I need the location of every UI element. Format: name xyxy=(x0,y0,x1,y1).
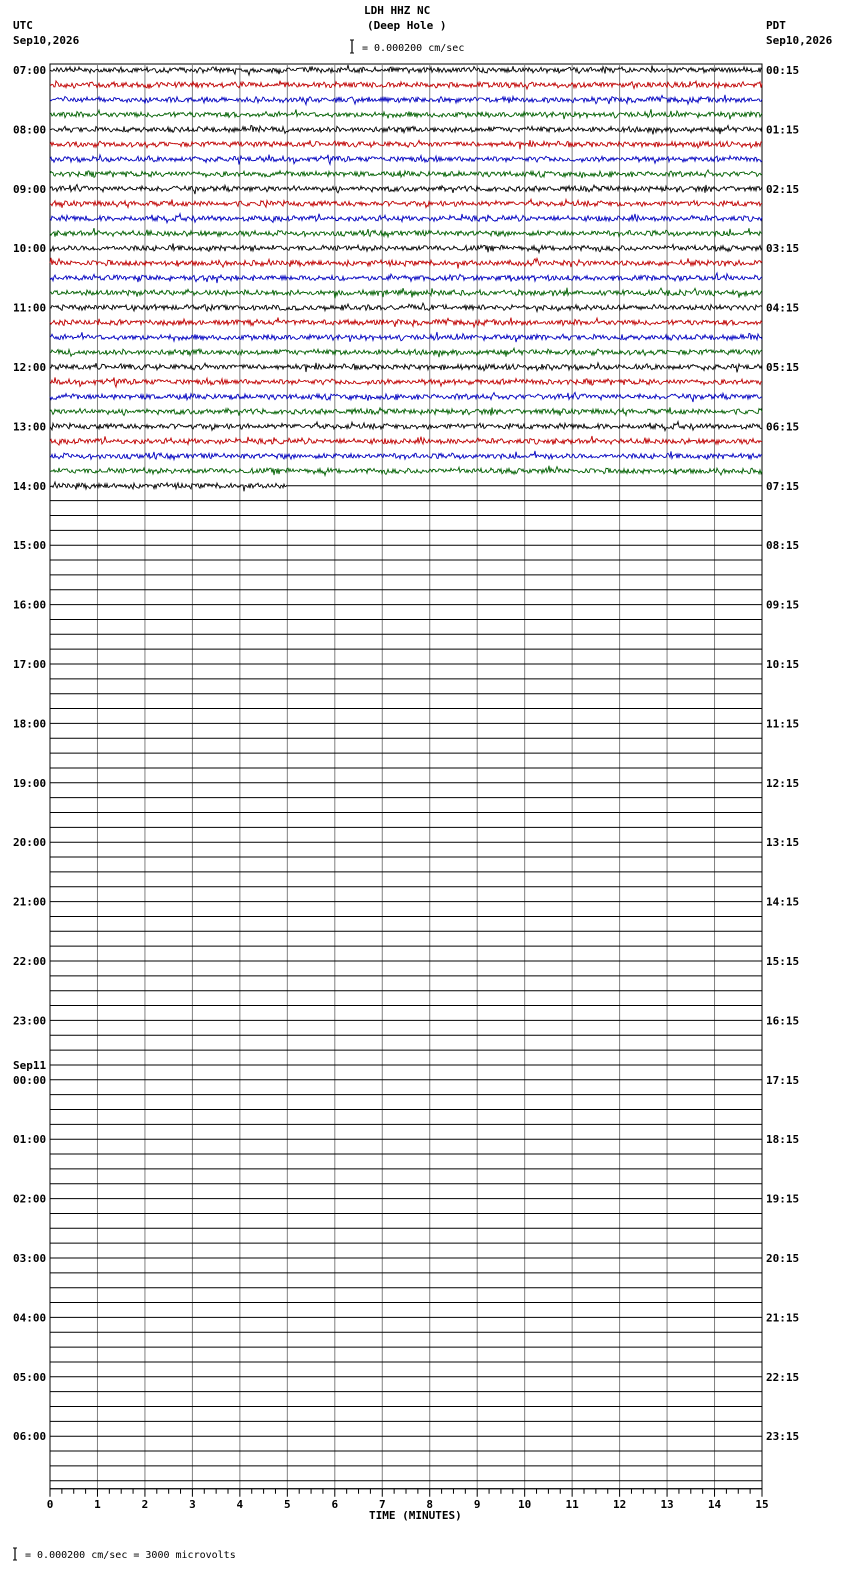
trace-row xyxy=(50,273,762,283)
pdt-hour-label: 00:15 xyxy=(766,64,800,77)
utc-hour-label: 02:00 xyxy=(13,1192,47,1206)
trace-row xyxy=(50,363,762,373)
utc-hour-label: 00:00 xyxy=(13,1073,47,1087)
trace-row xyxy=(50,65,762,75)
utc-hour-label: 17:00 xyxy=(13,658,47,671)
trace-row xyxy=(50,185,762,195)
footer-scale-label: = 0.000200 cm/sec = 3000 microvolts xyxy=(25,1550,236,1561)
utc-hour-label: 03:00 xyxy=(13,1252,47,1265)
trace-row xyxy=(50,407,762,415)
utc-hour-label: 05:00 xyxy=(13,1370,47,1384)
pdt-hour-label: 13:15 xyxy=(766,836,800,850)
x-axis-title: TIME (MINUTES) xyxy=(369,1509,462,1522)
pdt-hour-label: 07:15 xyxy=(766,479,800,493)
pdt-hour-label: 05:15 xyxy=(766,361,800,374)
pdt-hour-label: 08:15 xyxy=(766,539,800,553)
pdt-hour-label: 02:15 xyxy=(766,182,800,196)
pdt-hour-label: 17:15 xyxy=(766,1073,800,1087)
trace-row xyxy=(50,422,762,431)
trace-row xyxy=(50,318,762,328)
x-tick-label: 5 xyxy=(284,1497,291,1511)
utc-hour-label: 16:00 xyxy=(13,598,47,612)
trace-row xyxy=(50,140,762,149)
utc-hour-label: 04:00 xyxy=(13,1311,47,1325)
utc-hour-label: 19:00 xyxy=(13,776,47,790)
utc-zone-label: UTC xyxy=(13,19,33,32)
trace-row xyxy=(50,288,762,299)
scale-label: = 0.000200 cm/sec xyxy=(362,43,465,54)
pdt-hour-label: 01:15 xyxy=(766,123,800,137)
trace-row xyxy=(50,482,287,491)
utc-hour-label: 06:00 xyxy=(13,1430,47,1444)
utc-hour-label: 09:00 xyxy=(13,182,47,196)
x-tick-label: 8 xyxy=(426,1497,434,1511)
utc-hour-label: 10:00 xyxy=(13,242,47,256)
pdt-hour-label: 04:15 xyxy=(766,301,800,315)
trace-row xyxy=(50,170,762,178)
x-tick-label: 11 xyxy=(565,1497,579,1511)
x-tick-label: 15 xyxy=(755,1497,769,1511)
trace-row xyxy=(50,392,762,402)
x-tick-label: 14 xyxy=(707,1497,722,1511)
pdt-hour-label: 09:15 xyxy=(766,598,800,612)
trace-row xyxy=(50,332,762,342)
station-location: (Deep Hole ) xyxy=(367,19,447,32)
trace-row xyxy=(50,451,762,460)
pdt-date-label: Sep10,2026 xyxy=(766,34,833,47)
x-tick-label: 12 xyxy=(612,1497,627,1511)
pdt-hour-label: 19:15 xyxy=(766,1192,800,1206)
trace-row xyxy=(50,377,762,387)
trace-row xyxy=(50,155,762,165)
utc-hour-label: 21:00 xyxy=(13,895,47,909)
utc-hour-label: 18:00 xyxy=(13,717,47,731)
x-tick-label: 4 xyxy=(236,1497,244,1511)
x-tick-label: 3 xyxy=(189,1497,196,1511)
pdt-hour-label: 15:15 xyxy=(766,955,800,968)
trace-row xyxy=(50,303,762,311)
utc-hour-label: 11:00 xyxy=(13,301,47,315)
pdt-hour-label: 22:15 xyxy=(766,1370,800,1384)
utc-hour-label: 23:00 xyxy=(13,1014,47,1028)
utc-hour-label: 14:00 xyxy=(13,479,47,493)
seismic-traces xyxy=(50,65,762,1481)
trace-row xyxy=(50,228,762,237)
trace-row xyxy=(50,436,762,445)
trace-row xyxy=(50,95,762,105)
date-change-label: Sep11 xyxy=(13,1058,47,1072)
trace-row xyxy=(50,466,762,476)
utc-hour-label: 22:00 xyxy=(13,955,47,968)
pdt-hour-label: 10:15 xyxy=(766,658,800,671)
x-tick-label: 2 xyxy=(141,1497,149,1511)
station-title: LDH HHZ NC xyxy=(364,4,431,17)
pdt-zone-label: PDT xyxy=(766,19,786,32)
trace-row xyxy=(50,126,762,135)
trace-row xyxy=(50,81,762,89)
x-axis xyxy=(47,1489,769,1511)
x-tick-label: 1 xyxy=(94,1497,101,1511)
x-tick-label: 6 xyxy=(331,1497,339,1511)
x-tick-label: 10 xyxy=(518,1497,532,1511)
trace-row xyxy=(50,348,762,357)
utc-hour-label: 07:00 xyxy=(13,64,47,77)
pdt-hour-label: 12:15 xyxy=(766,776,800,790)
trace-row xyxy=(50,214,762,223)
pdt-hour-label: 21:15 xyxy=(766,1311,800,1325)
pdt-hour-label: 18:15 xyxy=(766,1133,800,1147)
utc-hour-label: 01:00 xyxy=(13,1133,47,1147)
trace-row xyxy=(50,243,762,252)
x-tick-label: 13 xyxy=(660,1497,674,1511)
pdt-hour-label: 20:15 xyxy=(766,1252,800,1265)
pdt-hour-label: 06:15 xyxy=(766,420,800,434)
trace-row xyxy=(50,199,762,208)
trace-row xyxy=(50,109,762,119)
pdt-hour-label: 03:15 xyxy=(766,242,800,256)
pdt-hour-label: 14:15 xyxy=(766,895,800,909)
x-tick-label: 0 xyxy=(46,1497,54,1511)
trace-row xyxy=(50,258,762,269)
utc-hour-label: 20:00 xyxy=(13,836,47,850)
utc-hour-label: 13:00 xyxy=(13,420,47,434)
utc-date-label: Sep10,2026 xyxy=(13,34,80,47)
utc-hour-label: 08:00 xyxy=(13,123,47,137)
pdt-hour-label: 23:15 xyxy=(766,1430,800,1444)
utc-hour-label: 15:00 xyxy=(13,539,47,553)
pdt-hour-label: 16:15 xyxy=(766,1014,800,1028)
x-tick-label: 7 xyxy=(378,1497,386,1511)
x-tick-label: 9 xyxy=(473,1497,481,1511)
pdt-hour-label: 11:15 xyxy=(766,717,800,731)
utc-hour-label: 12:00 xyxy=(13,361,47,374)
